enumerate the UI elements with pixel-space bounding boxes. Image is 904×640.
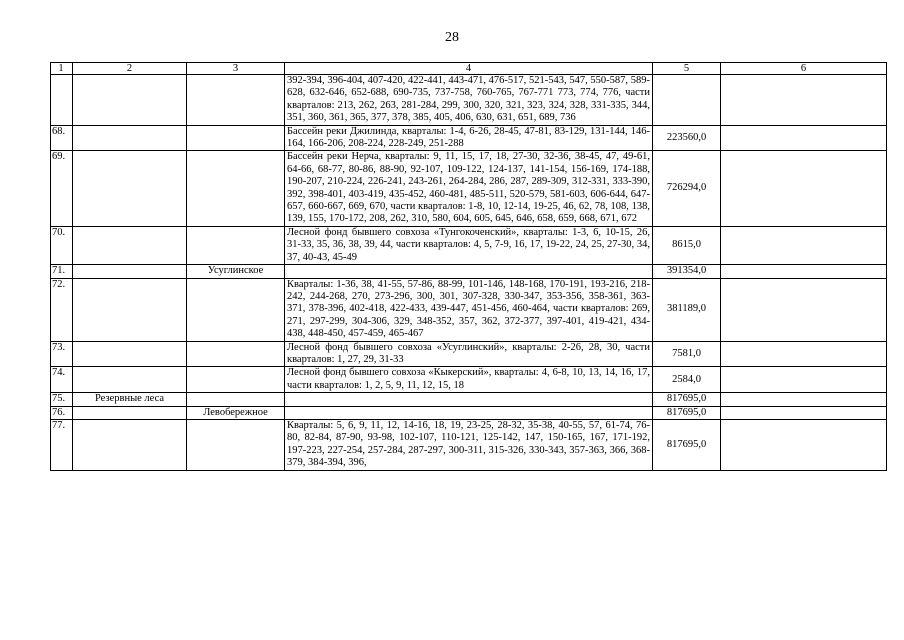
header-col-5: 5 (653, 63, 721, 75)
notes-cell (721, 226, 887, 264)
quarters-description: 392-394, 396-404, 407-420, 422-441, 443-471, 476-517, 521-543, 547, 550-587, 589-628, 632-646, 652-688, 690-735, 737-758, 760-765, 767-771 773, 774, 776, части кварталов: 213, 262, 263, 281-284, 299, 300, 320, 321, 323, 324, 328, 331-335, 344, 351, 360, 361, 365, 377, 378, 385, 405, 406, 630, 631, 651, 689, 736 (285, 75, 653, 126)
notes-cell (721, 393, 887, 406)
notes-cell (721, 367, 887, 393)
table-row (51, 151, 887, 226)
forestry-name (73, 265, 187, 278)
row-number: 77. (51, 419, 73, 470)
forestry-name (73, 125, 187, 151)
area-value: 7581,0 (653, 341, 721, 367)
quarters-description: Лесной фонд бывшего совхоза «Кыкерский», кварталы: 4, 6-8, 10, 13, 14, 16, 17, части кварталов: 1, 2, 5, 9, 11, 12, 15, 18 (285, 367, 653, 393)
quarters-description (285, 406, 653, 419)
area-value: 2584,0 (653, 367, 721, 393)
table-header-row (51, 63, 887, 75)
quarters-description: Лесной фонд бывшего совхоза «Тунгокоченский», кварталы: 1-3, 6, 10-15, 26, 31-33, 35, 36, 38, 39, 44, части кварталов: 4, 5, 7-9, 16, 17, 19-22, 24, 25, 27-30, 34, 37, 40-43, 45-49 (285, 226, 653, 264)
table-row (51, 393, 887, 406)
table-row (51, 406, 887, 419)
district-name: Усуглинское (187, 265, 285, 278)
row-number: 73. (51, 341, 73, 367)
row-number: 68. (51, 125, 73, 151)
quarters-description (285, 393, 653, 406)
district-name (187, 278, 285, 341)
forestry-name (73, 75, 187, 126)
table-row (51, 367, 887, 393)
forestry-name (73, 341, 187, 367)
forestry-name (73, 226, 187, 264)
table-row (51, 278, 887, 341)
notes-cell (721, 151, 887, 226)
area-value: 223560,0 (653, 125, 721, 151)
notes-cell (721, 341, 887, 367)
forestry-name (73, 406, 187, 419)
area-value (653, 75, 721, 126)
row-number: 75. (51, 393, 73, 406)
area-value: 817695,0 (653, 419, 721, 470)
forestry-name (73, 278, 187, 341)
notes-cell (721, 278, 887, 341)
forestry-name (73, 151, 187, 226)
forestry-table (50, 62, 887, 471)
table-row (51, 419, 887, 470)
district-name (187, 419, 285, 470)
quarters-description: Кварталы: 1-36, 38, 41-55, 57-86, 88-99, 101-146, 148-168, 170-191, 193-216, 218-242, 244-268, 270, 273-296, 300, 301, 307-328, 330-347, 353-356, 358-361, 363-371, 378-396, 402-418, 422-433, 439-447, 451-456, 460-464, части кварталов: 269, 271, 297-299, 304-306, 329, 348-352, 357, 362, 372-377, 397-401, 419-421, 434-438, 448-450, 457-459, 465-467 (285, 278, 653, 341)
table-row (51, 75, 887, 126)
page-number: 28 (445, 30, 459, 45)
quarters-description: Бассейн реки Нерча, кварталы: 9, 11, 15, 17, 18, 27-30, 32-36, 38-45, 47, 49-61, 64-66, 68-77, 80-86, 88-90, 92-107, 109-122, 124-137, 141-154, 156-169, 174-188, 190-207, 210-224, 226-241, 243-261, 264-284, 286, 287, 289-309, 312-331, 333-390, 392, 398-401, 403-419, 435-452, 460-481, 485-511, 520-579, 581-603, 606-644, 647-657, 660-667, 669, 670, части кварталов: 1-8, 10, 12-14, 19-25, 46, 62, 78, 108, 138, 139, 155, 170-172, 208, 262, 310, 580, 604, 605, 645, 646, 658, 659, 668, 671, 672 (285, 151, 653, 226)
quarters-description: Бассейн реки Джилинда, кварталы: 1-4, 6-26, 28-45, 47-81, 83-129, 131-144, 146-164, 166-206, 208-224, 228-249, 251-288 (285, 125, 653, 151)
row-number (51, 75, 73, 126)
area-value: 391354,0 (653, 265, 721, 278)
area-value: 817695,0 (653, 406, 721, 419)
header-col-1: 1 (51, 63, 73, 75)
table-row (51, 125, 887, 151)
notes-cell (721, 125, 887, 151)
forestry-name (73, 419, 187, 470)
notes-cell (721, 265, 887, 278)
header-col-4: 4 (285, 63, 653, 75)
row-number: 74. (51, 367, 73, 393)
area-value: 8615,0 (653, 226, 721, 264)
header-col-2: 2 (73, 63, 187, 75)
district-name (187, 125, 285, 151)
table-row (51, 341, 887, 367)
quarters-description (285, 265, 653, 278)
row-number: 71. (51, 265, 73, 278)
table-row (51, 226, 887, 264)
forestry-name: Резервные леса (73, 393, 187, 406)
district-name: Левобережное (187, 406, 285, 419)
district-name (187, 367, 285, 393)
district-name (187, 341, 285, 367)
district-name (187, 75, 285, 126)
table-row (51, 265, 887, 278)
district-name (187, 393, 285, 406)
notes-cell (721, 75, 887, 126)
area-value: 726294,0 (653, 151, 721, 226)
district-name (187, 151, 285, 226)
notes-cell (721, 406, 887, 419)
header-col-3: 3 (187, 63, 285, 75)
area-value: 817695,0 (653, 393, 721, 406)
district-name (187, 226, 285, 264)
forestry-name (73, 367, 187, 393)
row-number: 70. (51, 226, 73, 264)
quarters-description: Лесной фонд бывшего совхоза «Усуглинский», кварталы: 2-26, 28, 30, части кварталов: 1, 27, 29, 31-33 (285, 341, 653, 367)
header-col-6: 6 (721, 63, 887, 75)
area-value: 381189,0 (653, 278, 721, 341)
row-number: 76. (51, 406, 73, 419)
quarters-description: Кварталы: 5, 6, 9, 11, 12, 14-16, 18, 19, 23-25, 28-32, 35-38, 40-55, 57, 61-74, 76-80, 82-84, 87-90, 93-98, 102-107, 110-121, 125-142, 147, 150-165, 167, 171-192, 197-223, 227-254, 257-284, 287-297, 300-311, 315-326, 330-343, 357-363, 366, 368-379, 384-394, 396, (285, 419, 653, 470)
notes-cell (721, 419, 887, 470)
row-number: 72. (51, 278, 73, 341)
row-number: 69. (51, 151, 73, 226)
